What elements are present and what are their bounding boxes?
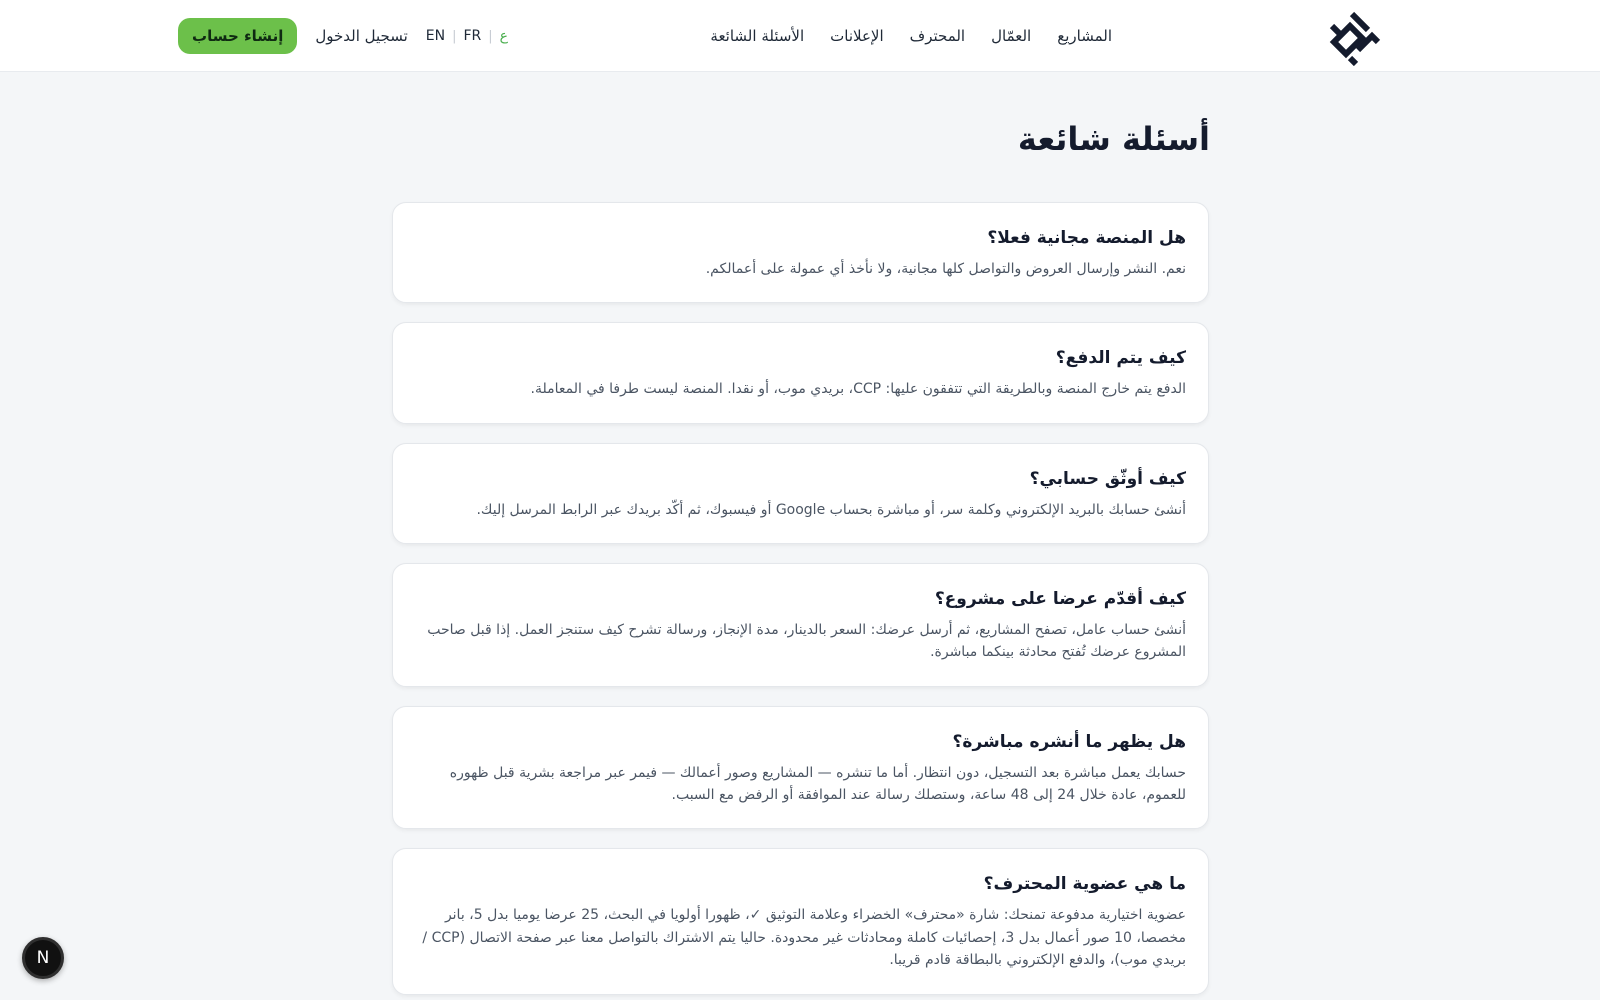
faq-answer: حسابك يعمل مباشرة بعد التسجيل، دون انتظار. أما ما تنشره — المشاريع وصور أعمالك — فيمر عبر مراجعة بشرية قبل ظهوره للعموم، عادة خلال 24 إلى 48 ساعة، وستصلك رسالة عند الموافقة أو الرفض مع السبب. bbox=[449, 764, 1186, 804]
login-link[interactable]: تسجيل الدخول bbox=[315, 27, 408, 45]
faq-question: كيف أقدّم عرضا على مشروع؟ bbox=[934, 588, 1186, 609]
signup-button[interactable]: إنشاء حساب bbox=[178, 18, 297, 54]
faq-answer: أنشئ حساب عامل، تصفح المشاريع، ثم أرسل عرضك: السعر بالدينار، مدة الإنجاز، ورسالة تشرح كيف ستنجز العمل. إذا قبل صاحب المشروع عرضك تُفتح محادثة بينكما مباشرة. bbox=[427, 621, 1186, 661]
lang-separator: | bbox=[488, 28, 493, 44]
lang-ar[interactable]: ع bbox=[499, 28, 509, 44]
faq-question: كيف أوثّق حسابي؟ bbox=[1029, 468, 1186, 489]
faq-list bbox=[392, 202, 1209, 995]
top-header bbox=[0, 0, 1600, 72]
header-actions bbox=[178, 0, 508, 72]
nav-item-pro[interactable]: المحترف bbox=[909, 27, 966, 45]
nav-item-faq[interactable]: الأسئلة الشائعة bbox=[710, 27, 805, 45]
brand-logo-icon[interactable] bbox=[1322, 6, 1382, 66]
language-switcher bbox=[426, 28, 508, 44]
dev-tools-badge[interactable]: N bbox=[22, 937, 64, 979]
faq-item bbox=[392, 706, 1209, 830]
nav-item-workers[interactable]: العمّال bbox=[991, 27, 1032, 45]
faq-question: ما هي عضوية المحترف؟ bbox=[983, 874, 1186, 895]
nav-item-projects[interactable]: المشاريع bbox=[1057, 27, 1112, 45]
faq-question: هل المنصة مجانية فعلا؟ bbox=[987, 228, 1186, 248]
main-nav bbox=[710, 0, 1112, 72]
faq-item bbox=[392, 563, 1209, 687]
faq-answer: نعم. النشر وإرسال العروض والتواصل كلها مجانية، ولا نأخذ أي عمولة على أعمالكم. bbox=[705, 260, 1186, 277]
faq-answer: عضوية اختيارية مدفوعة تمنحك: شارة «محترف» الخضراء وعلامة التوثيق ✓، ظهورا أولويا في البحث، 25 عرضا يوميا بدل 5، بانر مخصصا، 10 صور أعمال بدل 3، إحصائيات كاملة ومحادثات غير محدودة. حاليا يتم الاشتراك بالتواصل معنا عبر صفحة الاتصال (CCP / بريدي موب)، والدفع الإلكتروني بالبطاقة قادم قريبا. bbox=[422, 907, 1186, 969]
lang-separator: | bbox=[452, 28, 457, 44]
page-title: أسئلة شائعة bbox=[1017, 120, 1210, 158]
faq-item bbox=[392, 202, 1209, 303]
lang-fr[interactable]: FR bbox=[463, 28, 482, 44]
faq-answer: الدفع يتم خارج المنصة وبالطريقة التي تتفقون عليها: CCP، بريدي موب، أو نقدا. المنصة ليست طرفا في المعاملة. bbox=[530, 381, 1186, 398]
faq-question: هل يظهر ما أنشره مباشرة؟ bbox=[952, 731, 1186, 752]
faq-item bbox=[392, 848, 1209, 994]
faq-item bbox=[392, 322, 1209, 423]
nav-item-ads[interactable]: الإعلانات bbox=[830, 27, 884, 45]
faq-answer: أنشئ حسابك بالبريد الإلكتروني وكلمة سر، أو مباشرة بحساب Google أو فيسبوك، ثم أكّد بريدك عبر الرابط المرسل إليك. bbox=[476, 501, 1186, 518]
faq-question: كيف يتم الدفع؟ bbox=[1055, 348, 1186, 369]
faq-item bbox=[392, 443, 1209, 544]
lang-en[interactable]: EN bbox=[425, 28, 446, 44]
